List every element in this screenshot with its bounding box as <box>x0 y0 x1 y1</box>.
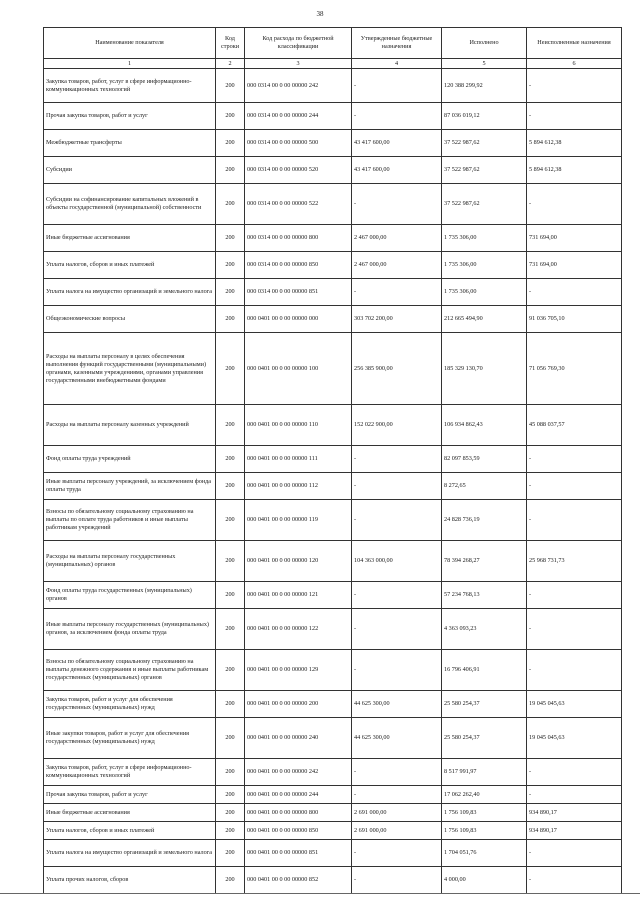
row-expense-code: 000 0401 00 0 00 00000 242 <box>245 759 352 786</box>
row-unexecuted: - <box>527 867 622 894</box>
row-executed: 4 000,00 <box>442 867 527 894</box>
table-row <box>44 804 622 822</box>
row-approved: - <box>352 184 442 225</box>
column-number: 1 <box>44 59 216 69</box>
row-approved: - <box>352 500 442 541</box>
row-executed: 78 394 268,27 <box>442 541 527 582</box>
row-approved: 44 625 300,00 <box>352 718 442 759</box>
row-approved: - <box>352 69 442 103</box>
row-approved: - <box>352 609 442 650</box>
row-name: Расходы на выплаты персоналу государственных (муниципальных) органов <box>44 541 216 582</box>
row-executed: 17 062 262,40 <box>442 786 527 804</box>
row-approved: 2 691 000,00 <box>352 822 442 840</box>
row-approved: - <box>352 867 442 894</box>
row-unexecuted: - <box>527 759 622 786</box>
row-line-code: 200 <box>216 69 245 103</box>
row-name: Уплата налога на имущество организаций и земельного налога <box>44 279 216 306</box>
table-row <box>44 405 622 446</box>
row-name: Иные закупки товаров, работ и услуг для обеспечения государственных (муниципальных) нужд <box>44 718 216 759</box>
header-expense-code: Код расхода по бюджетной классификации <box>245 28 352 59</box>
row-line-code: 200 <box>216 306 245 333</box>
table-row <box>44 184 622 225</box>
row-executed: 37 522 987,62 <box>442 184 527 225</box>
table-row <box>44 609 622 650</box>
row-approved: - <box>352 650 442 691</box>
table-row <box>44 822 622 840</box>
table-row <box>44 306 622 333</box>
row-name: Взносы по обязательному социальному страхованию на выплаты по оплате труда работников и иные выплаты работникам учреждений <box>44 500 216 541</box>
header-executed: Исполнено <box>442 28 527 59</box>
row-expense-code: 000 0401 00 0 00 00000 112 <box>245 473 352 500</box>
row-unexecuted: - <box>527 840 622 867</box>
row-approved: - <box>352 279 442 306</box>
row-name: Субсидии на софинансирование капитальных вложений в объекты государственной (муниципальной) собственности <box>44 184 216 225</box>
row-expense-code: 000 0401 00 0 00 00000 200 <box>245 691 352 718</box>
row-approved: 2 691 000,00 <box>352 804 442 822</box>
row-expense-code: 000 0314 00 0 00 00000 520 <box>245 157 352 184</box>
row-executed: 37 522 987,62 <box>442 130 527 157</box>
row-approved: 104 363 000,00 <box>352 541 442 582</box>
row-line-code: 200 <box>216 225 245 252</box>
row-line-code: 200 <box>216 103 245 130</box>
row-line-code: 200 <box>216 840 245 867</box>
row-approved: - <box>352 473 442 500</box>
row-unexecuted: 71 056 769,30 <box>527 333 622 405</box>
row-approved: 43 417 600,00 <box>352 157 442 184</box>
row-unexecuted: 934 890,17 <box>527 822 622 840</box>
row-expense-code: 000 0314 00 0 00 00000 244 <box>245 103 352 130</box>
row-executed: 1 735 306,00 <box>442 252 527 279</box>
row-line-code: 200 <box>216 718 245 759</box>
table-row <box>44 103 622 130</box>
table-body <box>44 69 622 894</box>
row-name: Закупка товаров, работ, услуг в сфере информационно-коммуникационных технологий <box>44 69 216 103</box>
row-name: Прочая закупка товаров, работ и услуг <box>44 786 216 804</box>
table-row <box>44 759 622 786</box>
row-line-code: 200 <box>216 405 245 446</box>
row-approved: 152 022 900,00 <box>352 405 442 446</box>
row-line-code: 200 <box>216 541 245 582</box>
table-row <box>44 650 622 691</box>
row-name: Прочая закупка товаров, работ и услуг <box>44 103 216 130</box>
row-name: Уплата прочих налогов, сборов <box>44 867 216 894</box>
row-approved: - <box>352 103 442 130</box>
row-approved: - <box>352 446 442 473</box>
row-expense-code: 000 0401 00 0 00 00000 100 <box>245 333 352 405</box>
column-number: 2 <box>216 59 245 69</box>
row-unexecuted: - <box>527 582 622 609</box>
row-expense-code: 000 0401 00 0 00 00000 244 <box>245 786 352 804</box>
row-expense-code: 000 0401 00 0 00 00000 240 <box>245 718 352 759</box>
row-approved: 43 417 600,00 <box>352 130 442 157</box>
table-row <box>44 786 622 804</box>
table-row <box>44 225 622 252</box>
row-unexecuted: - <box>527 609 622 650</box>
table-row <box>44 691 622 718</box>
row-expense-code: 000 0401 00 0 00 00000 851 <box>245 840 352 867</box>
column-number: 5 <box>442 59 527 69</box>
row-expense-code: 000 0401 00 0 00 00000 122 <box>245 609 352 650</box>
row-unexecuted: 19 045 045,63 <box>527 718 622 759</box>
row-name: Взносы по обязательному социальному страхованию на выплаты денежного содержания и иные выплаты работникам государственных (муниципальных) органов <box>44 650 216 691</box>
row-approved: - <box>352 786 442 804</box>
row-executed: 37 522 987,62 <box>442 157 527 184</box>
row-unexecuted: - <box>527 650 622 691</box>
row-unexecuted: - <box>527 184 622 225</box>
row-expense-code: 000 0401 00 0 00 00000 852 <box>245 867 352 894</box>
table-row <box>44 69 622 103</box>
row-line-code: 200 <box>216 691 245 718</box>
row-line-code: 200 <box>216 446 245 473</box>
row-executed: 25 580 254,37 <box>442 718 527 759</box>
row-expense-code: 000 0401 00 0 00 00000 000 <box>245 306 352 333</box>
header-line-code: Код строки <box>216 28 245 59</box>
row-line-code: 200 <box>216 759 245 786</box>
row-executed: 1 756 109,83 <box>442 822 527 840</box>
row-approved: - <box>352 759 442 786</box>
table-row <box>44 333 622 405</box>
table-header-row <box>44 28 622 59</box>
row-expense-code: 000 0314 00 0 00 00000 800 <box>245 225 352 252</box>
row-expense-code: 000 0401 00 0 00 00000 111 <box>245 446 352 473</box>
column-number: 6 <box>527 59 622 69</box>
row-line-code: 200 <box>216 333 245 405</box>
row-expense-code: 000 0401 00 0 00 00000 850 <box>245 822 352 840</box>
row-unexecuted: 934 890,17 <box>527 804 622 822</box>
row-name: Иные бюджетные ассигнования <box>44 225 216 252</box>
row-line-code: 200 <box>216 582 245 609</box>
row-name: Иные выплаты персоналу государственных (муниципальных) органов, за исключением фонда оплаты труда <box>44 609 216 650</box>
row-name: Иные выплаты персоналу учреждений, за исключением фонда оплаты труда <box>44 473 216 500</box>
row-expense-code: 000 0401 00 0 00 00000 120 <box>245 541 352 582</box>
row-expense-code: 000 0401 00 0 00 00000 110 <box>245 405 352 446</box>
row-unexecuted: 91 036 705,10 <box>527 306 622 333</box>
row-approved: 303 702 200,00 <box>352 306 442 333</box>
row-name: Иные бюджетные ассигнования <box>44 804 216 822</box>
row-approved: 256 385 900,00 <box>352 333 442 405</box>
row-executed: 120 388 299,92 <box>442 69 527 103</box>
row-line-code: 200 <box>216 804 245 822</box>
row-executed: 8 517 991,97 <box>442 759 527 786</box>
table-row <box>44 252 622 279</box>
row-unexecuted: 19 045 045,63 <box>527 691 622 718</box>
table-row <box>44 446 622 473</box>
row-name: Фонд оплаты труда государственных (муниципальных) органов <box>44 582 216 609</box>
row-unexecuted: 731 694,00 <box>527 225 622 252</box>
row-expense-code: 000 0314 00 0 00 00000 522 <box>245 184 352 225</box>
row-expense-code: 000 0314 00 0 00 00000 851 <box>245 279 352 306</box>
row-unexecuted: - <box>527 500 622 541</box>
row-unexecuted: 5 894 612,38 <box>527 130 622 157</box>
table-row <box>44 130 622 157</box>
row-line-code: 200 <box>216 157 245 184</box>
row-line-code: 200 <box>216 473 245 500</box>
row-approved: - <box>352 582 442 609</box>
row-unexecuted: - <box>527 446 622 473</box>
row-executed: 1 735 306,00 <box>442 225 527 252</box>
row-line-code: 200 <box>216 786 245 804</box>
row-executed: 1 735 306,00 <box>442 279 527 306</box>
row-expense-code: 000 0401 00 0 00 00000 121 <box>245 582 352 609</box>
row-executed: 8 272,65 <box>442 473 527 500</box>
row-name: Межбюджетные трансферты <box>44 130 216 157</box>
row-expense-code: 000 0401 00 0 00 00000 119 <box>245 500 352 541</box>
row-executed: 16 796 406,91 <box>442 650 527 691</box>
column-number: 4 <box>352 59 442 69</box>
table-row <box>44 157 622 184</box>
row-executed: 4 363 093,23 <box>442 609 527 650</box>
row-executed: 106 934 862,43 <box>442 405 527 446</box>
row-executed: 57 234 768,13 <box>442 582 527 609</box>
row-name: Уплата налога на имущество организаций и земельного налога <box>44 840 216 867</box>
row-line-code: 200 <box>216 822 245 840</box>
budget-execution-table <box>43 27 622 894</box>
table-row <box>44 867 622 894</box>
row-name: Общеэкономические вопросы <box>44 306 216 333</box>
column-number: 3 <box>245 59 352 69</box>
row-unexecuted: - <box>527 786 622 804</box>
row-executed: 82 097 853,59 <box>442 446 527 473</box>
row-name: Закупка товаров, работ и услуг для обеспечения государственных (муниципальных) нужд <box>44 691 216 718</box>
table-row <box>44 541 622 582</box>
row-executed: 24 828 736,19 <box>442 500 527 541</box>
row-name: Уплата налогов, сборов и иных платежей <box>44 822 216 840</box>
row-unexecuted: - <box>527 69 622 103</box>
row-name: Уплата налогов, сборов и иных платежей <box>44 252 216 279</box>
row-line-code: 200 <box>216 500 245 541</box>
header-indicator-name: Наименование показателя <box>44 28 216 59</box>
row-unexecuted: 45 088 037,57 <box>527 405 622 446</box>
page-bottom-divider <box>0 893 640 894</box>
row-approved: - <box>352 840 442 867</box>
row-expense-code: 000 0314 00 0 00 00000 500 <box>245 130 352 157</box>
row-approved: 2 467 000,00 <box>352 225 442 252</box>
row-approved: 2 467 000,00 <box>352 252 442 279</box>
row-unexecuted: 5 894 612,38 <box>527 157 622 184</box>
header-unexecuted: Неисполненные назначения <box>527 28 622 59</box>
table-row <box>44 582 622 609</box>
row-executed: 1 704 051,76 <box>442 840 527 867</box>
row-executed: 1 756 109,83 <box>442 804 527 822</box>
row-expense-code: 000 0314 00 0 00 00000 242 <box>245 69 352 103</box>
row-expense-code: 000 0314 00 0 00 00000 850 <box>245 252 352 279</box>
row-expense-code: 000 0401 00 0 00 00000 800 <box>245 804 352 822</box>
row-line-code: 200 <box>216 279 245 306</box>
row-name: Субсидии <box>44 157 216 184</box>
row-line-code: 200 <box>216 867 245 894</box>
table-row <box>44 840 622 867</box>
row-expense-code: 000 0401 00 0 00 00000 129 <box>245 650 352 691</box>
row-unexecuted: - <box>527 279 622 306</box>
row-name: Расходы на выплаты персоналу в целях обеспечения выполнения функций государственными (муниципальными) органами, казенными учреждениями, органами управления государственными внебюджетными фондами <box>44 333 216 405</box>
row-unexecuted: - <box>527 103 622 130</box>
row-name: Расходы на выплаты персоналу казенных учреждений <box>44 405 216 446</box>
row-executed: 212 665 494,90 <box>442 306 527 333</box>
page-number: 38 <box>316 10 324 18</box>
row-unexecuted: 25 968 731,73 <box>527 541 622 582</box>
row-unexecuted: 731 694,00 <box>527 252 622 279</box>
row-unexecuted: - <box>527 473 622 500</box>
table-row <box>44 473 622 500</box>
row-line-code: 200 <box>216 130 245 157</box>
column-number-row <box>44 59 622 69</box>
row-name: Закупка товаров, работ, услуг в сфере информационно-коммуникационных технологий <box>44 759 216 786</box>
header-approved: Утвержденные бюджетные назначения <box>352 28 442 59</box>
table-row <box>44 279 622 306</box>
table-row <box>44 500 622 541</box>
row-line-code: 200 <box>216 252 245 279</box>
row-executed: 87 036 019,12 <box>442 103 527 130</box>
row-line-code: 200 <box>216 609 245 650</box>
row-line-code: 200 <box>216 650 245 691</box>
row-executed: 25 580 254,37 <box>442 691 527 718</box>
row-approved: 44 625 300,00 <box>352 691 442 718</box>
row-executed: 185 329 130,70 <box>442 333 527 405</box>
row-name: Фонд оплаты труда учреждений <box>44 446 216 473</box>
table-row <box>44 718 622 759</box>
row-line-code: 200 <box>216 184 245 225</box>
